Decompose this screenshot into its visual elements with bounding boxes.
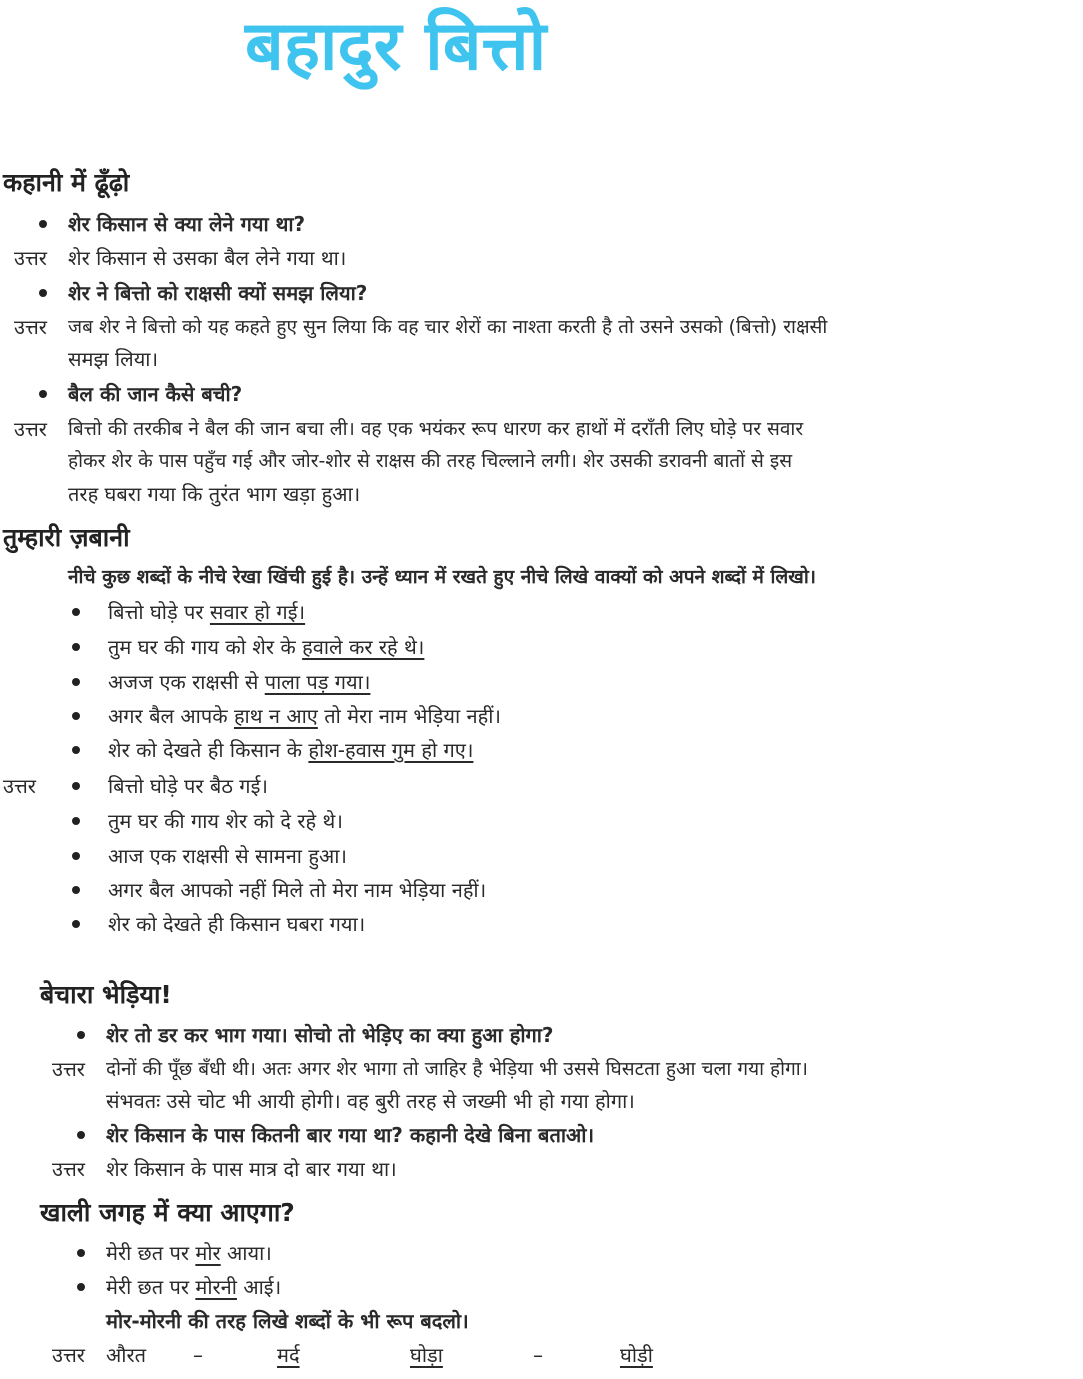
answer-text: अगर बैल आपको नहीं मिले तो मेरा नाम भेड़िया नहीं। [108, 878, 487, 902]
question: शेर किसान से क्या लेने गया था? [68, 212, 306, 236]
question: शेर किसान के पास कितनी बार गया था? कहानी देखे बिना बताओ। [106, 1123, 595, 1147]
answer-text: जब शेर ने बित्तो को यह कहते हुए सुन लिया कि वह चार शेरों का नाश्ता करती है तो उसने उसको (बित्तो) राक्षसी [68, 316, 828, 338]
bullet-icon [72, 920, 80, 928]
sentence: अगर बैल आपके हाथ न आए तो मेरा नाम भेड़िया नहीं। [108, 704, 501, 728]
answer-text: शेर किसान के पास मात्र दो बार गया था। [106, 1157, 397, 1181]
section-heading: बेचारा भेड़िया! [40, 980, 172, 1009]
pair-answer: मर्द [277, 1343, 300, 1367]
question: बैल की जान कैसे बची? [68, 382, 243, 406]
bullet-icon [72, 782, 80, 790]
answer-text: आज एक राक्षसी से सामना हुआ। [108, 844, 347, 868]
bullet-icon [72, 886, 80, 894]
answer-text: शेर किसान से उसका बैल लेने गया था। [68, 246, 347, 270]
answer-label: उत्तर [14, 315, 47, 339]
bullet-icon [77, 1283, 85, 1291]
sentence: मेरी छत पर मोरनी आई। [106, 1275, 282, 1299]
sentence: शेर को देखते ही किसान के होश-हवास गुम हो गए। [108, 738, 474, 762]
answer-label: उत्तर [3, 774, 36, 798]
answer-label: उत्तर [52, 1057, 85, 1081]
answer-text: दोनों की पूँछ बँधी थी। अतः अगर शेर भागा तो जाहिर है भेड़िया भी उससे घिसटता हुआ चला गया होगा। [106, 1058, 808, 1080]
answer-text: बित्तो घोड़े पर बैठ गई। [108, 774, 268, 798]
pair-dash: – [193, 1343, 203, 1367]
bullet-icon [77, 1249, 85, 1257]
bullet-icon [72, 712, 80, 720]
bullet-icon [39, 289, 47, 297]
question: शेर तो डर कर भाग गया। सोचो तो भेड़िए का क्या हुआ होगा? [106, 1023, 554, 1047]
bullet-icon [72, 608, 80, 616]
bullet-icon [72, 852, 80, 860]
instruction: मोर-मोरनी की तरह लिखे शब्दों के भी रूप बदलो। [106, 1309, 469, 1333]
answer-text: होकर शेर के पास पहुँच गई और जोर-शोर से राक्षस की तरह चिल्लाने लगी। शेर उसकी डरावनी बातों से इस [68, 450, 793, 472]
pair-dash: – [533, 1343, 543, 1367]
sentence: मेरी छत पर मोर आया। [106, 1241, 272, 1265]
answer-text: समझ लिया। [68, 347, 159, 371]
bullet-icon [77, 1031, 85, 1039]
answer-label: उत्तर [52, 1157, 85, 1181]
section-heading: तुम्हारी ज़बानी [3, 523, 130, 552]
answer-text: शेर को देखते ही किसान घबरा गया। [108, 912, 366, 936]
sentence: तुम घर की गाय को शेर के हवाले कर रहे थे। [108, 635, 425, 659]
pair-word: घोड़ा [410, 1343, 443, 1367]
answer-text: बित्तो की तरकीब ने बैल की जान बचा ली। वह एक भयंकर रूप धारण कर हाथों में दराँती लिए घोड़े पर सवार [68, 418, 804, 440]
instruction: नीचे कुछ शब्दों के नीचे रेखा खिंची हुई है। उन्हें ध्यान में रखते हुए नीचे लिखे वाक्यों को अपने शब्दों में लिखो। [68, 566, 816, 588]
bullet-icon [39, 390, 47, 398]
question: शेर ने बित्तो को राक्षसी क्यों समझ लिया? [68, 281, 368, 305]
sentence: अजज एक राक्षसी से पाला पड़ गया। [108, 670, 371, 694]
bullet-icon [39, 220, 47, 228]
section-heading: कहानी में ढूँढ़ो [3, 168, 130, 197]
answer-text: संभवतः उसे चोट भी आयी होगी। वह बुरी तरह से जख्मी भी हो गया होगा। [106, 1089, 635, 1113]
answer-label: उत्तर [52, 1343, 85, 1367]
bullet-icon [72, 817, 80, 825]
bullet-icon [72, 678, 80, 686]
pair-answer: घोड़ी [620, 1343, 653, 1367]
section-heading: खाली जगह में क्या आएगा? [40, 1198, 295, 1227]
page-title: बहादुर बित्तो [245, 7, 547, 86]
pair-word: औरत [106, 1343, 147, 1367]
answer-label: उत्तर [14, 417, 47, 441]
sentence: बित्तो घोड़े पर सवार हो गई। [108, 600, 306, 624]
answer-text: तुम घर की गाय शेर को दे रहे थे। [108, 809, 343, 833]
bullet-icon [72, 746, 80, 754]
bullet-icon [72, 643, 80, 651]
answer-text: तरह घबरा गया कि तुरंत भाग खड़ा हुआ। [68, 482, 361, 506]
answer-label: उत्तर [14, 246, 47, 270]
bullet-icon [77, 1131, 85, 1139]
